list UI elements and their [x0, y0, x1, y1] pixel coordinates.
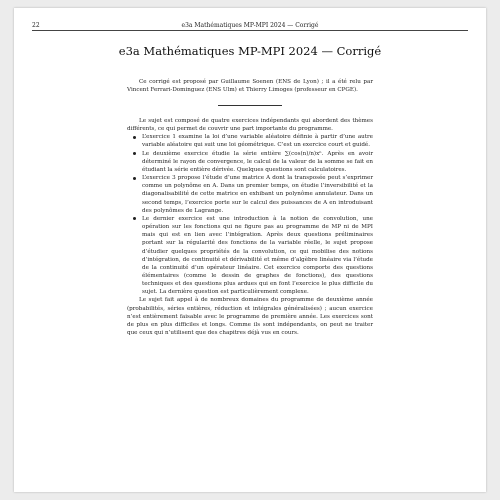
lead-paragraph: Le sujet est composé de quatre exercices indépendants qui abordent des thèmes différents, ce qui permet de couvrir une part importante du programme. [127, 118, 373, 133]
list-item [142, 174, 373, 215]
list-item [142, 150, 373, 174]
list-item-text: Le deuxième exercice étudie la série entière ∑(cos(n)/n)xⁿ. Après en avoir déterminé le rayon de convergence, le calcul de la valeur de la somme se fait en étudiant la série entière dérivée. Quelques questions sont calculatoires. [142, 150, 373, 173]
body-text [127, 117, 373, 337]
running-title: e3a Mathématiques MP-MPI 2024 — Corrigé [181, 22, 319, 29]
separator-rule [218, 105, 282, 106]
list-item [142, 133, 373, 149]
bullet-icon [133, 136, 136, 139]
list-item-text: Le dernier exercice est une introduction à la notion de convolution, une opération sur les fonctions qui ne figure pas au programme de MP ni de MPI mais qui est en lien avec l’intégration. Après deux questions préliminaires portant sur la régularité des fonctions de la variable réelle, le sujet propose d’étudier quelques propriétés de la convolution, ce qui mobilise des notions d’intégration, de continuité et dérivabilité et même d’algèbre linéaire via l’étude de la continuité d’un opérateur linéaire. Cet exercice comporte des questions élémentaires (comme le dessin de graphes de fonctions), des questions techniques et des questions plus ardues qui en font l’exercice le plus difficile du sujet. La dernière question est particulièrement complexe. [142, 215, 373, 296]
credits-paragraph: Ce corrigé est proposé par Guillaume Soenen (ENS de Lyon) ; il a été relu par Vincent Ferrari-Dominguez (ENS Ulm) et Thierry Limoges (professeur en CPGE). [127, 79, 373, 94]
running-header [32, 18, 468, 31]
list-item [142, 215, 373, 297]
bullet-icon [133, 217, 136, 220]
list-item-text: L’exercice 1 examine la loi d’une variable aléatoire définie à partir d’une autre variable aléatoire qui suit une loi géométrique. C’est un exercice court et guidé. [142, 134, 373, 149]
exercise-list [127, 133, 373, 296]
bullet-icon [133, 177, 136, 180]
page-title: e3a Mathématiques MP-MPI 2024 — Corrigé [118, 44, 382, 58]
page-number: 22 [32, 22, 40, 29]
closing-paragraph: Le sujet fait appel à de nombreux domaines du programme de deuxième année (probabilités, séries entières, réduction et intégrales généralisées) ; aucun exercice n’est entièrement faisable avec le programme de première année. Les exercices sont de plus en plus difficiles et longs. Comme ils sont indépendants, on peut ne traiter que ceux qui n’utilisent que des chapitres déjà vus en cours. [127, 297, 373, 337]
list-item-text: L’exercice 3 propose l’étude d’une matrice A dont la transposée peut s’exprimer comme un polynôme en A. Dans un premier temps, on étudie l’inversibilité et la diagonalisabilité de cette matrice en exhibant un polynôme annulateur. Dans un second temps, l’exercice porte sur le calcul des puissances de A en introduisant des polynômes de Lagrange. [142, 175, 373, 214]
document-page [14, 8, 486, 492]
bullet-icon [133, 152, 136, 155]
